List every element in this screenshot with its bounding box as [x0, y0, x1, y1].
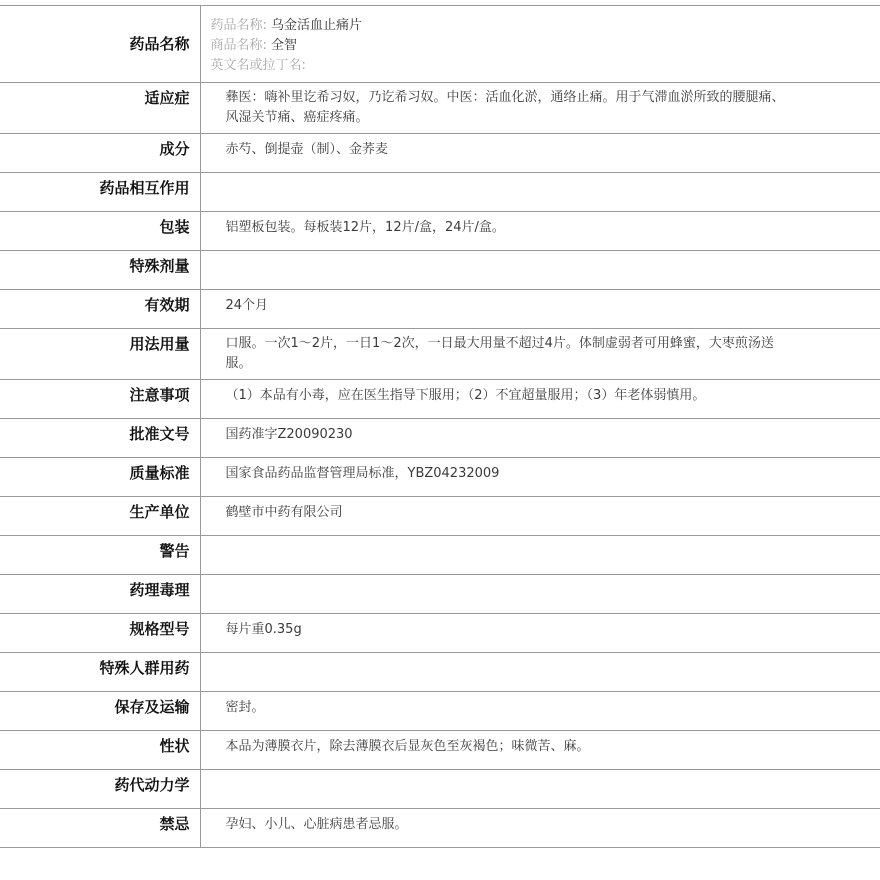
row-label: 性状: [0, 731, 200, 770]
row-value: （1）本品有小毒，应在医生指导下服用；（2）不宜超量服用；（3）年老体弱慎用。: [225, 388, 706, 403]
table-row: [0, 692, 880, 731]
row-label: 生产单位: [0, 497, 200, 536]
row-label: 药品相互作用: [0, 173, 200, 212]
row-label: 药理毒理: [0, 575, 200, 614]
table-row: [0, 380, 880, 419]
row-label: 质量标准: [0, 458, 200, 497]
row-label: 用法用量: [0, 329, 200, 380]
table-row: [0, 575, 880, 614]
table-row: [0, 770, 880, 809]
row-label: 警告: [0, 536, 200, 575]
row-label: 药代动力学: [0, 770, 200, 809]
row-label: 特殊剂量: [0, 251, 200, 290]
table-row: [0, 251, 880, 290]
row-label: 禁忌: [0, 809, 200, 848]
row-value: 铝塑板包装。每板装12片，12片/盒，24片/盒。: [225, 220, 505, 235]
trade-name-key: 商品名称:: [210, 38, 267, 53]
table-row: [0, 497, 880, 536]
generic-name-key: 药品名称:: [210, 18, 267, 33]
row-value: 国家食品药品监督管理局标准，YBZ04232009: [225, 466, 500, 481]
table-row: [0, 614, 880, 653]
table-row: [0, 290, 880, 329]
row-value: [200, 251, 880, 290]
table-row-drug-name: [0, 6, 880, 83]
row-label: 注意事项: [0, 380, 200, 419]
table-row: [0, 458, 880, 497]
row-label: 有效期: [0, 290, 200, 329]
row-label: 规格型号: [0, 614, 200, 653]
table-row: [0, 329, 880, 380]
english-name-key: 英文名或拉丁名:: [210, 58, 306, 73]
row-value: [200, 173, 880, 212]
row-value: 每片重0.35g: [225, 622, 302, 637]
row-value: 鹤壁市中药有限公司: [225, 505, 343, 520]
row-label: 保存及运输: [0, 692, 200, 731]
row-value: 彝医：嗨补里讫希习奴，乃讫希习奴。中医：活血化淤，通络止痛。用于气滞血淤所致的腰腿痛、风湿关节痛、癌症疼痛。: [225, 90, 785, 125]
table-row: [0, 809, 880, 848]
row-label: 成分: [0, 134, 200, 173]
row-value: [200, 575, 880, 614]
generic-name-line: [211, 16, 880, 36]
row-value: 本品为薄膜衣片，除去薄膜衣后显灰色至灰褐色；味微苦、麻。: [225, 739, 590, 754]
row-label: 包装: [0, 212, 200, 251]
row-label: 批准文号: [0, 419, 200, 458]
row-label: 适应症: [0, 83, 200, 134]
row-value: [200, 6, 880, 83]
table-row: [0, 731, 880, 770]
trade-name-value: 全智: [271, 38, 298, 53]
row-value: 国药准字Z20090230: [225, 427, 353, 442]
row-label: 特殊人群用药: [0, 653, 200, 692]
row-value: [200, 536, 880, 575]
drug-info-table: [0, 5, 880, 848]
row-value: 密封。: [225, 700, 265, 715]
row-value: 口服。一次1～2片，一日1～2次，一日最大用量不超过4片。体制虚弱者可用蜂蜜，大枣煎汤送服。: [225, 336, 774, 371]
table-row: [0, 83, 880, 134]
row-value: [200, 770, 880, 809]
row-value: 赤芍、倒提壶（制）、金荞麦: [225, 142, 389, 157]
row-value: [200, 653, 880, 692]
english-name-line: [211, 56, 880, 76]
table-row: [0, 212, 880, 251]
table-row: [0, 536, 880, 575]
table-row: [0, 419, 880, 458]
trade-name-line: [211, 36, 880, 56]
table-row: [0, 134, 880, 173]
table-row: [0, 653, 880, 692]
row-value: 24个月: [225, 298, 269, 313]
row-label: 药品名称: [0, 6, 200, 83]
table-row: [0, 173, 880, 212]
generic-name-value: 乌金活血止痛片: [271, 18, 363, 33]
row-value: 孕妇、小儿、心脏病患者忌服。: [225, 817, 408, 832]
